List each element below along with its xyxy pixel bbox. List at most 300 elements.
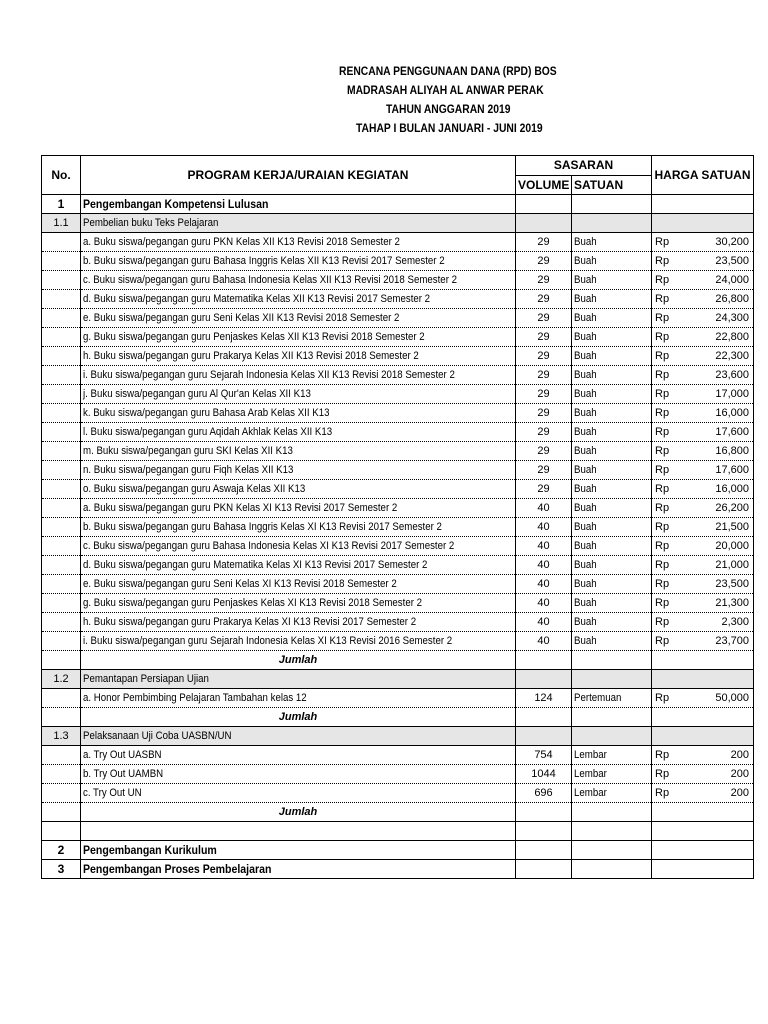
harga-cell (652, 841, 754, 860)
row-label-text: Pemantapan Persiapan Ujian (83, 673, 209, 685)
jumlah-label: Jumlah (81, 708, 516, 727)
row-number (42, 499, 81, 518)
item-description (81, 594, 516, 613)
volume-cell (516, 860, 572, 879)
row-label (81, 822, 516, 841)
item-volume: 754 (516, 746, 572, 765)
row-number: 2 (42, 841, 81, 860)
row-number (42, 366, 81, 385)
row-label-text: Pengembangan Proses Pembelajaran (83, 862, 272, 876)
currency-label: Rp (655, 255, 670, 267)
subsection-row-1-1 (42, 214, 754, 233)
item-unit-text: Lembar (574, 787, 607, 799)
row-number (42, 803, 81, 822)
item-unit-text: Buah (574, 445, 597, 457)
row-number (42, 347, 81, 366)
item-unit-text: Buah (574, 540, 597, 552)
title-line-3: TAHUN ANGGARAN 2019 (386, 102, 511, 116)
price-amount: 17,000 (715, 388, 749, 400)
item-description-text: n. Buku siswa/pegangan guru Fiqh Kelas XII K13 (83, 464, 294, 476)
item-price (652, 347, 754, 366)
item-unit-text: Buah (574, 483, 597, 495)
item-unit-text: Buah (574, 521, 597, 533)
item-unit-text: Lembar (574, 768, 607, 780)
item-price (652, 271, 754, 290)
item-unit (572, 613, 652, 632)
item-description-text: d. Buku siswa/pegangan guru Matematika Kelas XI K13 Revisi 2017 Semester 2 (83, 559, 428, 571)
price-amount: 200 (730, 787, 749, 799)
item-volume: 29 (516, 309, 572, 328)
item-unit (572, 499, 652, 518)
item-description (81, 499, 516, 518)
row-number (42, 575, 81, 594)
row-label-text: Pelaksanaan Uji Coba UASBN/UN (83, 730, 232, 742)
header-harga-satuan: HARGA SATUAN (652, 156, 754, 195)
item-price (652, 461, 754, 480)
harga-cell (652, 670, 754, 689)
harga-cell (652, 860, 754, 879)
item-description (81, 689, 516, 708)
item-description (81, 233, 516, 252)
header-no: No. (42, 156, 81, 195)
item-volume: 40 (516, 575, 572, 594)
row-number (42, 784, 81, 803)
item-volume: 29 (516, 404, 572, 423)
item-unit (572, 746, 652, 765)
item-description-text: i. Buku siswa/pegangan guru Sejarah Indonesia Kelas XII K13 Revisi 2018 Semester 2 (83, 369, 455, 381)
harga-cell (652, 727, 754, 746)
item-unit (572, 366, 652, 385)
item-volume: 124 (516, 689, 572, 708)
table-row (42, 499, 754, 518)
item-volume: 29 (516, 290, 572, 309)
price-amount: 30,200 (715, 236, 749, 248)
price-amount: 21,000 (715, 559, 749, 571)
table-row (42, 252, 754, 271)
item-description (81, 765, 516, 784)
item-price (652, 499, 754, 518)
currency-label: Rp (655, 616, 670, 628)
item-volume: 29 (516, 328, 572, 347)
item-unit-text: Buah (574, 236, 597, 248)
volume-cell (516, 214, 572, 233)
subtotal-row (42, 708, 754, 727)
table-row (42, 290, 754, 309)
item-volume: 29 (516, 461, 572, 480)
currency-label: Rp (655, 331, 670, 343)
table-row (42, 442, 754, 461)
harga-cell (652, 651, 754, 670)
row-number (42, 689, 81, 708)
item-description-text: b. Buku siswa/pegangan guru Bahasa Inggris Kelas XI K13 Revisi 2017 Semester 2 (83, 521, 442, 533)
currency-label: Rp (655, 350, 670, 362)
item-description-text: d. Buku siswa/pegangan guru Matematika Kelas XII K13 Revisi 2017 Semester 2 (83, 293, 431, 305)
table-row (42, 575, 754, 594)
item-volume: 29 (516, 366, 572, 385)
row-number (42, 746, 81, 765)
item-description (81, 252, 516, 271)
item-volume: 29 (516, 271, 572, 290)
currency-label: Rp (655, 692, 670, 704)
row-number: 1.2 (42, 670, 81, 689)
item-volume: 29 (516, 233, 572, 252)
header-satuan: SATUAN (572, 175, 652, 195)
item-volume: 1044 (516, 765, 572, 784)
row-number (42, 233, 81, 252)
satuan-cell (572, 708, 652, 727)
item-description-text: a. Buku siswa/pegangan guru PKN Kelas XII K13 Revisi 2018 Semester 2 (83, 236, 400, 248)
price-amount: 23,600 (715, 369, 749, 381)
row-label (81, 727, 516, 746)
row-number (42, 613, 81, 632)
item-unit-text: Buah (574, 597, 597, 609)
row-number (42, 594, 81, 613)
header-row-top (42, 156, 754, 176)
item-unit (572, 575, 652, 594)
item-unit (572, 537, 652, 556)
item-unit-text: Buah (574, 274, 597, 286)
currency-label: Rp (655, 464, 670, 476)
row-number (42, 271, 81, 290)
item-volume: 40 (516, 594, 572, 613)
harga-cell (652, 822, 754, 841)
currency-label: Rp (655, 236, 670, 248)
item-unit (572, 556, 652, 575)
item-price (652, 309, 754, 328)
item-unit (572, 233, 652, 252)
item-volume: 40 (516, 632, 572, 651)
table-row (42, 537, 754, 556)
header-volume: VOLUME (516, 175, 572, 195)
volume-cell (516, 727, 572, 746)
item-price (652, 233, 754, 252)
item-description-text: a. Honor Pembimbing Pelajaran Tambahan kelas 12 (83, 692, 307, 704)
price-amount: 20,000 (715, 540, 749, 552)
row-number (42, 423, 81, 442)
item-unit-text: Buah (574, 464, 597, 476)
row-number (42, 480, 81, 499)
harga-cell (652, 803, 754, 822)
title-line-2: MADRASAH ALIYAH AL ANWAR PERAK (347, 83, 544, 97)
row-number (42, 252, 81, 271)
item-unit (572, 290, 652, 309)
satuan-cell (572, 803, 652, 822)
item-description (81, 366, 516, 385)
item-description-text: l. Buku siswa/pegangan guru Aqidah Akhlak Kelas XII K13 (83, 426, 333, 438)
price-amount: 23,500 (715, 578, 749, 590)
price-amount: 26,800 (715, 293, 749, 305)
item-description (81, 746, 516, 765)
currency-label: Rp (655, 540, 670, 552)
item-description-text: a. Buku siswa/pegangan guru PKN Kelas XI K13 Revisi 2017 Semester 2 (83, 502, 398, 514)
section-row-1 (42, 195, 754, 214)
item-volume: 40 (516, 556, 572, 575)
item-unit (572, 309, 652, 328)
price-amount: 200 (730, 749, 749, 761)
item-volume: 40 (516, 499, 572, 518)
item-unit-text: Buah (574, 255, 597, 267)
table-row (42, 233, 754, 252)
item-volume: 29 (516, 423, 572, 442)
table-row (42, 556, 754, 575)
item-unit (572, 423, 652, 442)
item-price (652, 594, 754, 613)
row-number: 1.1 (42, 214, 81, 233)
item-unit (572, 271, 652, 290)
item-price (652, 746, 754, 765)
item-description (81, 290, 516, 309)
row-label (81, 860, 516, 879)
item-volume: 29 (516, 347, 572, 366)
item-unit-text: Buah (574, 616, 597, 628)
item-description-text: k. Buku siswa/pegangan guru Bahasa Arab Kelas XII K13 (83, 407, 330, 419)
row-number (42, 385, 81, 404)
item-description (81, 442, 516, 461)
row-number (42, 537, 81, 556)
jumlah-label: Jumlah (81, 651, 516, 670)
item-description (81, 784, 516, 803)
satuan-cell (572, 860, 652, 879)
volume-cell (516, 195, 572, 214)
item-unit-text: Buah (574, 312, 597, 324)
item-price (652, 765, 754, 784)
harga-cell (652, 708, 754, 727)
price-amount: 200 (730, 768, 749, 780)
item-price (652, 366, 754, 385)
harga-cell (652, 214, 754, 233)
item-unit-text: Buah (574, 293, 597, 305)
item-price (652, 385, 754, 404)
item-description-text: h. Buku siswa/pegangan guru Prakarya Kelas XI K13 Revisi 2017 Semester 2 (83, 616, 417, 628)
table-row (42, 518, 754, 537)
row-number (42, 328, 81, 347)
item-volume: 29 (516, 480, 572, 499)
currency-label: Rp (655, 274, 670, 286)
row-number (42, 518, 81, 537)
volume-cell (516, 822, 572, 841)
table-row (42, 423, 754, 442)
item-unit-text: Buah (574, 502, 597, 514)
row-label-text: Pengembangan Kompetensi Lulusan (83, 197, 269, 211)
item-description-text: g. Buku siswa/pegangan guru Penjaskes Kelas XI K13 Revisi 2018 Semester 2 (83, 597, 423, 609)
table-row (42, 385, 754, 404)
item-unit (572, 480, 652, 499)
item-volume: 40 (516, 613, 572, 632)
volume-cell (516, 841, 572, 860)
item-unit-text: Buah (574, 388, 597, 400)
satuan-cell (572, 651, 652, 670)
item-price (652, 575, 754, 594)
row-label (81, 670, 516, 689)
item-description (81, 385, 516, 404)
row-number: 3 (42, 860, 81, 879)
table-row (42, 784, 754, 803)
satuan-cell (572, 214, 652, 233)
item-unit-text: Buah (574, 350, 597, 362)
item-description (81, 537, 516, 556)
item-unit (572, 765, 652, 784)
item-price (652, 556, 754, 575)
item-description (81, 575, 516, 594)
item-unit-text: Buah (574, 369, 597, 381)
item-unit (572, 689, 652, 708)
price-amount: 50,000 (715, 692, 749, 704)
currency-label: Rp (655, 597, 670, 609)
satuan-cell (572, 670, 652, 689)
header-sasaran: SASARAN (516, 156, 652, 176)
item-unit-text: Buah (574, 578, 597, 590)
row-number (42, 461, 81, 480)
item-unit-text: Lembar (574, 749, 607, 761)
item-description (81, 404, 516, 423)
currency-label: Rp (655, 768, 670, 780)
volume-cell (516, 803, 572, 822)
item-volume: 40 (516, 518, 572, 537)
subtotal-row (42, 651, 754, 670)
currency-label: Rp (655, 635, 670, 647)
item-unit (572, 404, 652, 423)
harga-cell (652, 195, 754, 214)
item-description (81, 423, 516, 442)
currency-label: Rp (655, 521, 670, 533)
table-row (42, 480, 754, 499)
item-price (652, 784, 754, 803)
table-row (42, 765, 754, 784)
item-description (81, 347, 516, 366)
row-number (42, 404, 81, 423)
item-description-text: j. Buku siswa/pegangan guru Al Qur'an Kelas XII K13 (83, 388, 311, 400)
item-price (652, 423, 754, 442)
title-line-1: RENCANA PENGGUNAAN DANA (RPD) BOS (339, 64, 557, 78)
item-price (652, 613, 754, 632)
item-price (652, 537, 754, 556)
item-unit-text: Buah (574, 559, 597, 571)
header-program: PROGRAM KERJA/URAIAN KEGIATAN (81, 156, 516, 195)
item-description-text: e. Buku siswa/pegangan guru Seni Kelas XII K13 Revisi 2018 Semester 2 (83, 312, 400, 324)
currency-label: Rp (655, 426, 670, 438)
currency-label: Rp (655, 578, 670, 590)
row-label (81, 195, 516, 214)
currency-label: Rp (655, 369, 670, 381)
price-amount: 17,600 (715, 464, 749, 476)
item-description (81, 632, 516, 651)
currency-label: Rp (655, 559, 670, 571)
item-unit (572, 347, 652, 366)
satuan-cell (572, 195, 652, 214)
item-unit (572, 594, 652, 613)
table-row (42, 461, 754, 480)
item-price (652, 689, 754, 708)
item-volume: 40 (516, 537, 572, 556)
row-number (42, 822, 81, 841)
table-row (42, 746, 754, 765)
item-description-text: a. Try Out UASBN (83, 749, 162, 761)
subsection-row-1-2 (42, 670, 754, 689)
currency-label: Rp (655, 749, 670, 761)
item-description (81, 613, 516, 632)
currency-label: Rp (655, 787, 670, 799)
price-amount: 23,700 (715, 635, 749, 647)
row-number: 1 (42, 195, 81, 214)
price-amount: 24,300 (715, 312, 749, 324)
price-amount: 26,200 (715, 502, 749, 514)
row-number (42, 442, 81, 461)
table-row (42, 613, 754, 632)
currency-label: Rp (655, 312, 670, 324)
price-amount: 22,800 (715, 331, 749, 343)
item-description-text: e. Buku siswa/pegangan guru Seni Kelas XI K13 Revisi 2018 Semester 2 (83, 578, 397, 590)
item-unit (572, 328, 652, 347)
price-amount: 17,600 (715, 426, 749, 438)
item-unit-text: Buah (574, 331, 597, 343)
item-description-text: b. Buku siswa/pegangan guru Bahasa Inggris Kelas XII K13 Revisi 2017 Semester 2 (83, 255, 445, 267)
volume-cell (516, 670, 572, 689)
table-row (42, 309, 754, 328)
item-unit-text: Buah (574, 635, 597, 647)
item-unit-text: Buah (574, 407, 597, 419)
item-unit (572, 442, 652, 461)
item-price (652, 480, 754, 499)
subsection-row-1-3 (42, 727, 754, 746)
item-price (652, 290, 754, 309)
item-description-text: g. Buku siswa/pegangan guru Penjaskes Kelas XII K13 Revisi 2018 Semester 2 (83, 331, 425, 343)
item-unit (572, 518, 652, 537)
item-unit (572, 252, 652, 271)
currency-label: Rp (655, 293, 670, 305)
item-volume: 29 (516, 442, 572, 461)
item-price (652, 252, 754, 271)
item-price (652, 442, 754, 461)
volume-cell (516, 651, 572, 670)
item-unit-text: Buah (574, 426, 597, 438)
item-price (652, 404, 754, 423)
row-number (42, 632, 81, 651)
table-row (42, 366, 754, 385)
item-description-text: c. Buku siswa/pegangan guru Bahasa Indonesia Kelas XII K13 Revisi 2018 Semester 2 (83, 274, 457, 286)
row-number: 1.3 (42, 727, 81, 746)
table-row (42, 632, 754, 651)
row-label (81, 841, 516, 860)
item-price (652, 632, 754, 651)
item-description (81, 461, 516, 480)
item-unit-text: Pertemuan (574, 692, 622, 704)
budget-table (41, 155, 754, 879)
row-number (42, 290, 81, 309)
row-number (42, 556, 81, 575)
item-description-text: b. Try Out UAMBN (83, 768, 164, 780)
currency-label: Rp (655, 445, 670, 457)
item-volume: 29 (516, 385, 572, 404)
price-amount: 2,300 (721, 616, 749, 628)
row-label (81, 214, 516, 233)
item-unit (572, 461, 652, 480)
jumlah-label: Jumlah (81, 803, 516, 822)
table-row (42, 404, 754, 423)
item-description-text: h. Buku siswa/pegangan guru Prakarya Kelas XII K13 Revisi 2018 Semester 2 (83, 350, 419, 362)
blank-row (42, 822, 754, 841)
item-description-text: m. Buku siswa/pegangan guru SKI Kelas XII K13 (83, 445, 293, 457)
volume-cell (516, 708, 572, 727)
price-amount: 24,000 (715, 274, 749, 286)
row-label-text: Pembelian buku Teks Pelajaran (83, 217, 219, 229)
item-description (81, 309, 516, 328)
price-amount: 22,300 (715, 350, 749, 362)
row-number (42, 309, 81, 328)
currency-label: Rp (655, 407, 670, 419)
table-row (42, 347, 754, 366)
item-description-text: o. Buku siswa/pegangan guru Aswaja Kelas XII K13 (83, 483, 306, 495)
item-description-text: c. Buku siswa/pegangan guru Bahasa Indonesia Kelas XI K13 Revisi 2017 Semester 2 (83, 540, 455, 552)
